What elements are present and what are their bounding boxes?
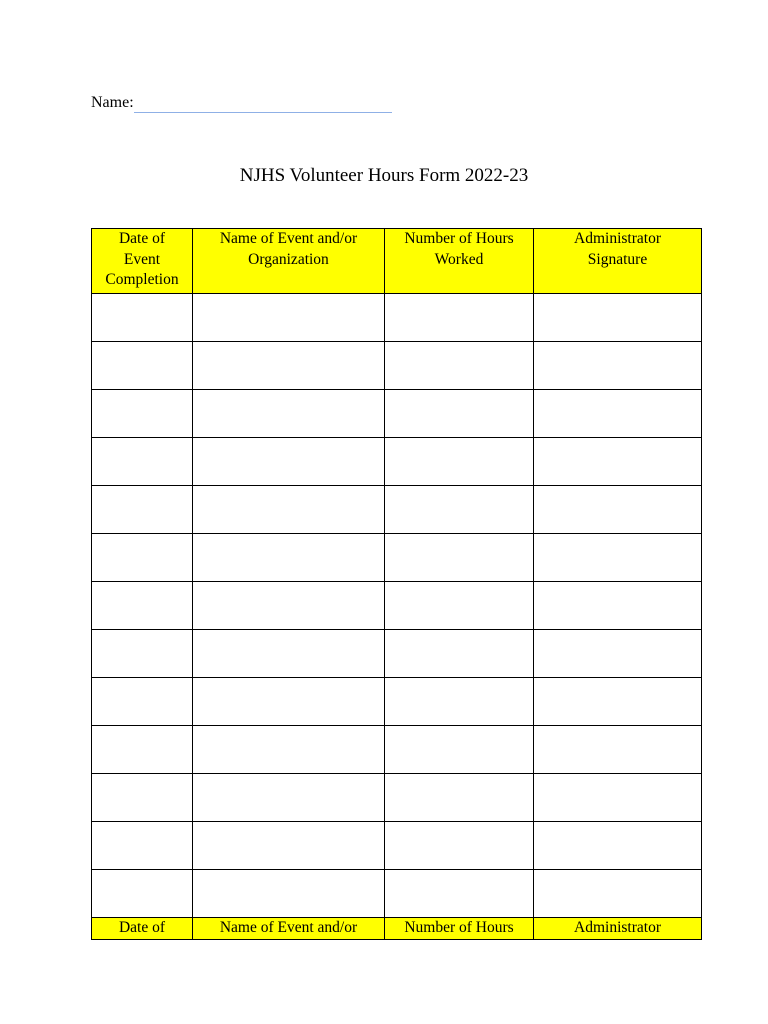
- signature-cell[interactable]: [534, 822, 702, 870]
- entry-row: [92, 582, 702, 630]
- entry-rows: [92, 294, 702, 918]
- header-date: Date of Event Completion: [92, 229, 193, 294]
- event-cell[interactable]: [193, 438, 385, 486]
- date-cell[interactable]: [92, 438, 193, 486]
- date-cell[interactable]: [92, 582, 193, 630]
- entry-row: [92, 390, 702, 438]
- hours-cell[interactable]: [385, 486, 534, 534]
- date-cell[interactable]: [92, 630, 193, 678]
- hours-cell[interactable]: [385, 630, 534, 678]
- hours-cell[interactable]: [385, 342, 534, 390]
- signature-cell[interactable]: [534, 582, 702, 630]
- entry-row: [92, 438, 702, 486]
- hours-cell[interactable]: [385, 294, 534, 342]
- name-blank-line[interactable]: [134, 94, 392, 113]
- hours-cell[interactable]: [385, 582, 534, 630]
- signature-cell[interactable]: [534, 630, 702, 678]
- hours-cell[interactable]: [385, 822, 534, 870]
- hours-cell[interactable]: [385, 870, 534, 918]
- event-cell[interactable]: [193, 294, 385, 342]
- date-cell[interactable]: [92, 678, 193, 726]
- event-cell[interactable]: [193, 678, 385, 726]
- entry-row: [92, 534, 702, 582]
- header-signature: Administrator Signature: [534, 229, 702, 294]
- date-cell[interactable]: [92, 870, 193, 918]
- date-cell[interactable]: [92, 486, 193, 534]
- entry-row: [92, 678, 702, 726]
- signature-cell[interactable]: [534, 726, 702, 774]
- hours-cell[interactable]: [385, 438, 534, 486]
- event-cell[interactable]: [193, 630, 385, 678]
- event-cell[interactable]: [193, 342, 385, 390]
- date-cell[interactable]: [92, 534, 193, 582]
- signature-cell[interactable]: [534, 342, 702, 390]
- entry-row: [92, 870, 702, 918]
- event-cell[interactable]: [193, 486, 385, 534]
- signature-cell[interactable]: [534, 774, 702, 822]
- event-cell[interactable]: [193, 774, 385, 822]
- event-cell[interactable]: [193, 870, 385, 918]
- entry-row: [92, 294, 702, 342]
- entry-row: [92, 822, 702, 870]
- footer-signature: Administrator: [534, 918, 702, 940]
- date-cell[interactable]: [92, 726, 193, 774]
- header-event: Name of Event and/or Organization: [193, 229, 385, 294]
- hours-cell[interactable]: [385, 726, 534, 774]
- date-cell[interactable]: [92, 342, 193, 390]
- footer-event: Name of Event and/or: [193, 918, 385, 940]
- event-cell[interactable]: [193, 582, 385, 630]
- footer-date: Date of: [92, 918, 193, 940]
- signature-cell[interactable]: [534, 870, 702, 918]
- hours-cell[interactable]: [385, 534, 534, 582]
- name-label: Name:: [91, 94, 134, 111]
- entry-row: [92, 774, 702, 822]
- repeated-header-row: [92, 918, 702, 940]
- event-cell[interactable]: [193, 822, 385, 870]
- date-cell[interactable]: [92, 294, 193, 342]
- hours-cell[interactable]: [385, 774, 534, 822]
- volunteer-hours-table: [91, 228, 702, 940]
- signature-cell[interactable]: [534, 678, 702, 726]
- signature-cell[interactable]: [534, 534, 702, 582]
- entry-row: [92, 486, 702, 534]
- form-title: NJHS Volunteer Hours Form 2022-23: [239, 165, 529, 186]
- event-cell[interactable]: [193, 534, 385, 582]
- hours-cell[interactable]: [385, 678, 534, 726]
- signature-cell[interactable]: [534, 438, 702, 486]
- signature-cell[interactable]: [534, 294, 702, 342]
- hours-cell[interactable]: [385, 390, 534, 438]
- signature-cell[interactable]: [534, 486, 702, 534]
- date-cell[interactable]: [92, 822, 193, 870]
- name-field: [91, 93, 392, 113]
- header-hours: Number of Hours Worked: [385, 229, 534, 294]
- entry-row: [92, 726, 702, 774]
- entry-row: [92, 630, 702, 678]
- date-cell[interactable]: [92, 774, 193, 822]
- event-cell[interactable]: [193, 726, 385, 774]
- entry-row: [92, 342, 702, 390]
- event-cell[interactable]: [193, 390, 385, 438]
- date-cell[interactable]: [92, 390, 193, 438]
- signature-cell[interactable]: [534, 390, 702, 438]
- footer-hours: Number of Hours: [385, 918, 534, 940]
- header-row: [92, 229, 702, 294]
